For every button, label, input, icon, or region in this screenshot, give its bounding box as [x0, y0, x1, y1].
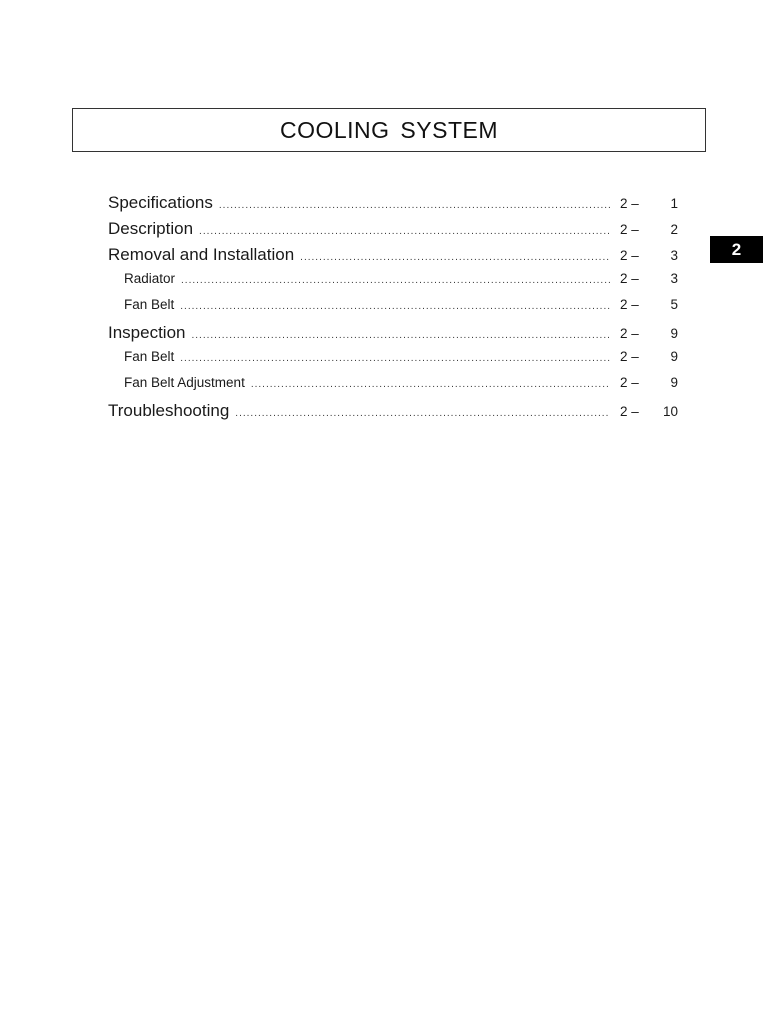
toc-entry-label: Inspection: [108, 323, 186, 342]
toc-entry-fan-belt-adjustment[interactable]: [108, 375, 678, 401]
toc-entry-specifications[interactable]: [108, 193, 678, 219]
dot-leader: [181, 275, 610, 286]
toc-entry-label: Fan Belt: [124, 297, 175, 312]
dot-leader: [192, 330, 611, 341]
toc-entry-label: Specifications: [108, 193, 213, 212]
toc-chapter-number: 2 –: [620, 196, 639, 211]
toc-entry-radiator[interactable]: [108, 271, 678, 297]
toc-page-ref: [620, 297, 678, 312]
dot-leader: [300, 252, 610, 263]
toc-page-number: 9: [670, 326, 678, 341]
dot-leader: [251, 379, 610, 390]
toc-page-number: 3: [670, 248, 678, 263]
table-of-contents: [108, 193, 678, 427]
toc-entry-label: Troubleshooting: [108, 401, 230, 420]
title-box: [72, 108, 706, 152]
page-title: COOLING SYSTEM: [279, 116, 499, 143]
toc-entry-fan-belt-inspection[interactable]: [108, 349, 678, 375]
toc-entry-inspection[interactable]: [108, 323, 678, 349]
toc-chapter-number: 2 –: [620, 404, 639, 419]
toc-chapter-number: 2 –: [620, 326, 639, 341]
toc-page-ref: [620, 196, 678, 211]
toc-chapter-number: 2 –: [620, 271, 639, 286]
toc-page-number: 10: [662, 404, 678, 419]
toc-chapter-number: 2 –: [620, 222, 639, 237]
toc-page-ref: [620, 248, 678, 263]
toc-page-ref: [620, 349, 678, 364]
toc-entry-removal-and-installation[interactable]: [108, 245, 678, 271]
toc-entry-troubleshooting[interactable]: [108, 401, 678, 427]
toc-entry-label: Description: [108, 219, 194, 238]
toc-entry-label: Fan Belt: [124, 349, 175, 364]
dot-leader: [235, 408, 610, 419]
toc-entry-label: Fan Belt Adjustment: [124, 375, 245, 390]
toc-chapter-number: 2 –: [620, 297, 639, 312]
toc-page-number: 5: [670, 297, 678, 312]
dot-leader: [199, 226, 610, 237]
toc-page-number: 9: [670, 375, 678, 390]
toc-entry-fan-belt[interactable]: [108, 297, 678, 323]
toc-page-number: 2: [670, 222, 678, 237]
toc-page-number: 9: [670, 349, 678, 364]
toc-page-ref: [620, 375, 678, 390]
toc-chapter-number: 2 –: [620, 375, 639, 390]
dot-leader: [180, 353, 610, 364]
dot-leader: [180, 301, 610, 312]
toc-entry-description[interactable]: [108, 219, 678, 245]
toc-page-ref: [620, 404, 678, 419]
toc-chapter-number: 2 –: [620, 349, 639, 364]
toc-entry-label: Radiator: [124, 271, 176, 286]
toc-page-ref: [620, 271, 678, 286]
toc-entry-label: Removal and Installation: [108, 245, 295, 264]
toc-page-ref: [620, 326, 678, 341]
toc-chapter-number: 2 –: [620, 248, 639, 263]
toc-page-ref: [620, 222, 678, 237]
chapter-tab: 2: [710, 236, 763, 263]
toc-page-number: 1: [670, 196, 678, 211]
dot-leader: [219, 200, 610, 211]
toc-page-number: 3: [670, 271, 678, 286]
